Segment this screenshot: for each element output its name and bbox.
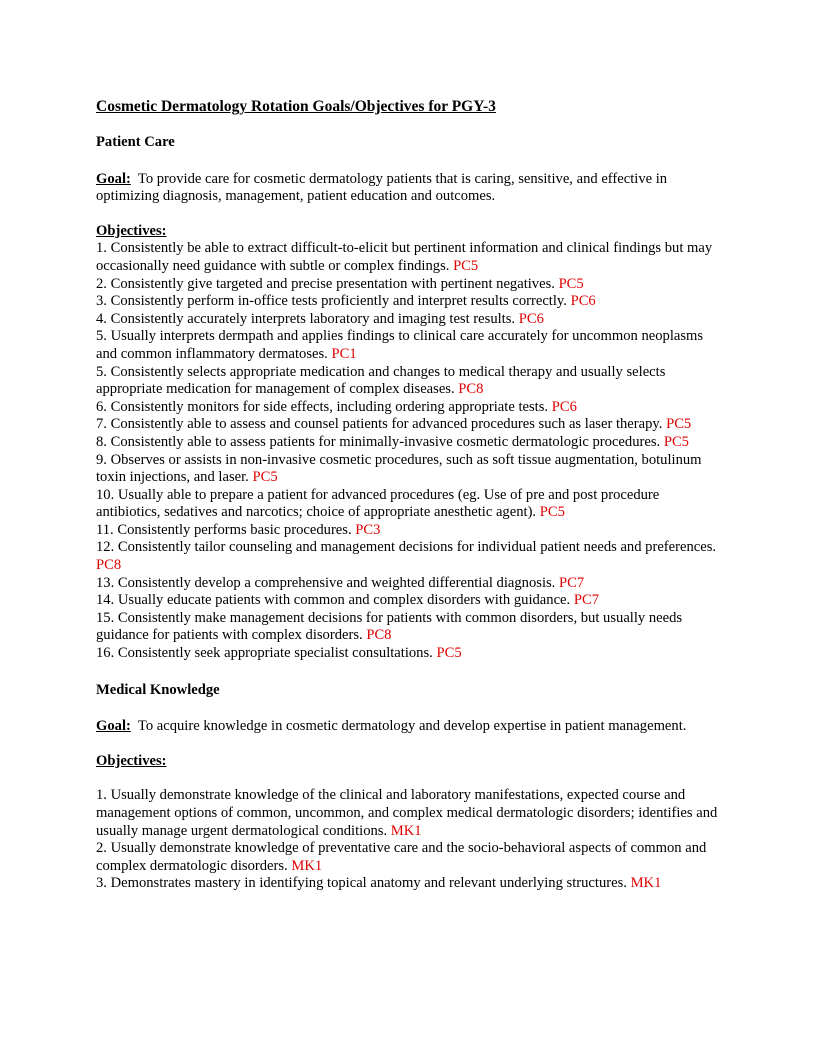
competency-code: PC5	[252, 469, 278, 486]
objective-text: 8. Consistently able to assess patients for minimally-invasive cosmetic dermatologic procedures.	[96, 433, 661, 450]
objective-text: 2. Consistently give targeted and precise presentation with pertinent negatives.	[96, 275, 555, 292]
objective-text: 1. Usually demonstrate knowledge of the clinical and laboratory manifestations, expected course and management options of common, uncommon, and complex medical dermatologic disorders; identifies and usually manage urgent dermatological conditions.	[96, 787, 718, 839]
objective-item	[96, 875, 726, 893]
objective-item	[96, 592, 726, 610]
objective-item	[96, 416, 726, 434]
objective-text: 1. Consistently be able to extract difficult-to-elicit but pertinent information and clinical findings but may occasionally need guidance with subtle or complex findings.	[96, 240, 713, 274]
objective-item	[96, 522, 726, 540]
goal-text: To provide care for cosmetic dermatology patients that is caring, sensitive, and effective in optimizing diagnosis, management, patient education and outcomes.	[96, 170, 668, 205]
objective-item	[96, 276, 726, 294]
competency-code: PC8	[366, 627, 392, 644]
objective-text: 5. Consistently selects appropriate medication and changes to medical therapy and usually selects appropriate medication for management of complex diseases.	[96, 363, 666, 398]
objective-item	[96, 840, 726, 875]
competency-code: PC5	[539, 504, 565, 521]
section-heading-patient-care: Patient Care	[96, 134, 175, 150]
objective-text: 6. Consistently monitors for side effects, including ordering appropriate tests.	[96, 398, 549, 415]
objective-text: 2. Usually demonstrate knowledge of preventative care and the socio-behavioral aspects of common and complex dermatologic disorders.	[96, 840, 707, 874]
objective-text: 14. Usually educate patients with common and complex disorders with guidance.	[96, 592, 571, 609]
objective-item	[96, 293, 726, 311]
objective-item	[96, 240, 726, 275]
goal-label: Goal:	[96, 718, 131, 735]
objective-text: 3. Consistently perform in-office tests proficiently and interpret results correctly.	[96, 293, 567, 310]
objective-item	[96, 575, 726, 593]
competency-code: PC6	[551, 398, 577, 415]
competency-code: PC5	[663, 433, 689, 450]
objective-item	[96, 487, 726, 522]
objective-text: 12. Consistently tailor counseling and management decisions for individual patient needs and preferences.	[96, 539, 717, 556]
objective-item	[96, 434, 726, 452]
objective-text: 11. Consistently performs basic procedures.	[96, 521, 352, 538]
goal-patient-care	[96, 171, 726, 206]
objectives-label-medical-knowledge: Objectives:	[96, 752, 167, 769]
competency-code: PC8	[458, 381, 484, 398]
competency-code: MK1	[630, 875, 662, 892]
competency-code: PC6	[518, 310, 544, 327]
goal-text: To acquire knowledge in cosmetic dermatology and develop expertise in patient management.	[137, 718, 687, 735]
competency-code: PC5	[453, 257, 479, 274]
objective-text: 15. Consistently make management decisions for patients with common disorders, but usually needs guidance for patients with complex disorders.	[96, 609, 683, 644]
section-heading-medical-knowledge: Medical Knowledge	[96, 681, 220, 698]
goal-label: Goal:	[96, 170, 131, 187]
competency-code: MK1	[291, 857, 323, 874]
objective-item	[96, 645, 726, 663]
competency-code: PC7	[558, 574, 585, 591]
competency-code: PC7	[573, 592, 599, 609]
objectives-list-medical-knowledge	[96, 787, 726, 893]
competency-code: PC5	[558, 275, 584, 292]
objective-text: 9. Observes or assists in non-invasive cosmetic procedures, such as soft tissue augmentation, botulinum toxin injections, and laser.	[96, 451, 702, 486]
goal-medical-knowledge	[96, 718, 726, 736]
objective-text: 5. Usually interprets dermpath and applies findings to clinical care accurately for uncommon neoplasms and common inflammatory dermatoses.	[96, 328, 704, 362]
objective-item	[96, 452, 726, 487]
objective-item	[96, 787, 726, 840]
objective-item	[96, 328, 726, 363]
objectives-list-patient-care	[96, 240, 726, 662]
objective-item	[96, 539, 726, 574]
objective-text: 7. Consistently able to assess and counsel patients for advanced procedures such as laser therapy.	[96, 416, 663, 433]
objective-item	[96, 311, 726, 329]
objective-text: 4. Consistently accurately interprets laboratory and imaging test results.	[96, 310, 516, 327]
competency-code: PC1	[331, 345, 357, 362]
competency-code: PC3	[355, 521, 381, 538]
competency-code: MK1	[390, 822, 422, 839]
document-title: Cosmetic Dermatology Rotation Goals/Objectives for PGY-3	[96, 98, 496, 115]
competency-code: PC5	[666, 416, 692, 433]
objective-item	[96, 399, 726, 417]
competency-code: PC8	[96, 557, 122, 574]
objective-item	[96, 364, 726, 399]
objective-item	[96, 610, 726, 645]
objective-text: 10. Usually able to prepare a patient for advanced procedures (eg. Use of pre and post procedure antibiotics, sedatives and narcotics; choice of appropriate anesthetic agent).	[96, 486, 660, 521]
objective-text: 3. Demonstrates mastery in identifying topical anatomy and relevant underlying structures.	[96, 875, 627, 892]
objective-text: 13. Consistently develop a comprehensive and weighted differential diagnosis.	[96, 574, 556, 591]
objective-text: 16. Consistently seek appropriate specialist consultations.	[96, 645, 433, 662]
competency-code: PC6	[570, 293, 596, 310]
document-body	[96, 97, 726, 893]
competency-code: PC5	[436, 645, 462, 662]
objectives-label-patient-care: Objectives:	[96, 222, 167, 239]
